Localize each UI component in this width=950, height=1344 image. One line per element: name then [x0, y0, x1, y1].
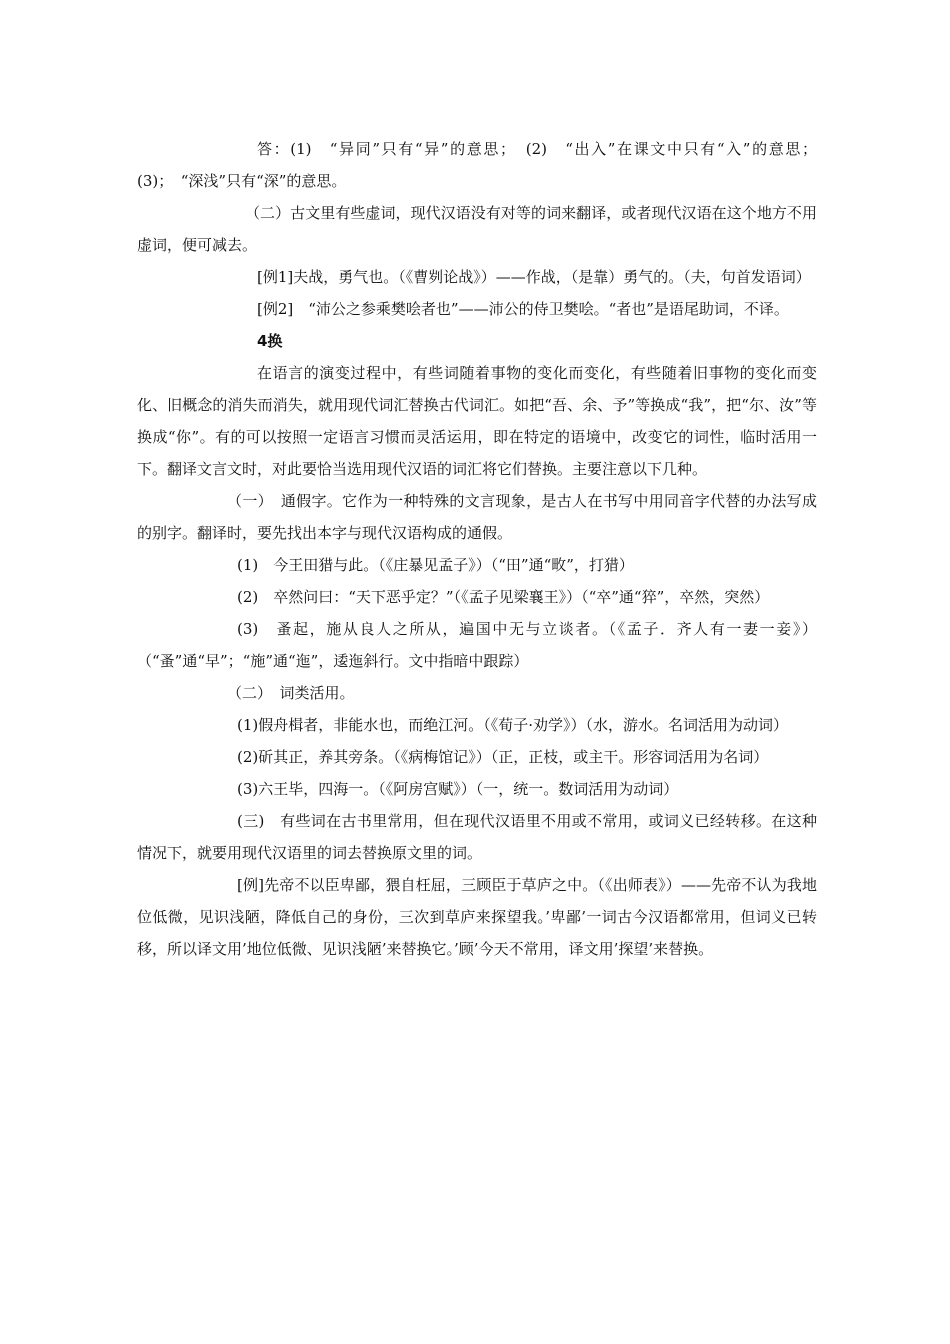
section-heading: 4换: [257, 332, 283, 350]
list-item-3: (3) 蚤起，施从良人之所从，遍国中无与立谈者。（《孟子．齐人有一妻一妾》）（“蚤”通“早”；“施”通“迤”，逶迤斜行。文中指暗中跟踪）: [137, 620, 817, 670]
answer-paragraph: 答：(1) “异同”只有“异”的意思； (2) “出入”在课文中只有“入”的意思；(3)； “深浅”只有“深”的意思。: [137, 140, 817, 190]
list-item-5: (2)斫其正，养其旁条。（《病梅馆记》）（正，正枝，或主干。形容词活用为名词）: [237, 748, 769, 766]
list-item-2: (2) 卒然问曰：“天下恶乎定？”（《孟子见梁襄王》）（“卒”通“猝”，卒然，突然）: [237, 588, 770, 606]
intro-paragraph: 在语言的演变过程中，有些词随着事物的变化而变化，有些随着旧事物的变化而变化、旧概念的消失而消失，就用现代词汇替换古代词汇。如把“吾、余、予”等换成“我”，把“尔、汝”等换成“你”。有的可以按照一定语言习惯而灵活运用，即在特定的语境中，改变它的词性，临时活用一下。翻译文言文时，对此要恰当选用现代汉语的词汇将它们替换。主要注意以下几种。: [137, 364, 817, 478]
example-1-paragraph: [例1]夫战，勇气也。（《曹刿论战》）——作战，（是靠）勇气的。（夫，句首发语词）: [257, 268, 811, 286]
section-2-paragraph: （二）古文里有些虚词，现代汉语没有对等的词来翻译，或者现代汉语在这个地方不用虚词，便可减去。: [137, 204, 817, 254]
list-item-6: (3)六王毕，四海一。（《阿房宫赋》）（一，统一。数词活用为动词）: [237, 780, 679, 798]
document-body: [137, 133, 817, 965]
example-3-paragraph: [例]先帝不以臣卑鄙，猥自枉屈，三顾臣于草庐之中。（《出师表》）——先帝不认为我地位低微，见识浅陋，降低自己的身份，三次到草庐来探望我。’卑鄙’一词古今汉语都常用，但词义已转移，所以译文用’地位低微、见识浅陋’来替换它。’顾’今天不常用，译文用’探望’来替换。: [137, 876, 817, 958]
subsection-3-paragraph: (三) 有些词在古书里常用，但在现代汉语里不用或不常用，或词义已经转移。在这种情况下，就要用现代汉语里的词去替换原文里的词。: [137, 812, 817, 862]
subsection-1-paragraph: （一） 通假字。它作为一种特殊的文言现象，是古人在书写中用同音字代替的办法写成的别字。翻译时，要先找出本字与现代汉语构成的通假。: [137, 492, 817, 542]
list-item-4: (1)假舟楫者，非能水也，而绝江河。（《荀子·劝学》）（水，游水。名词活用为动词）: [237, 716, 789, 734]
list-item-1: (1) 今王田猎与此。（《庄暴见孟子》）（“田”通“畋”，打猎）: [237, 556, 634, 574]
subsection-2-paragraph: （二） 词类活用。: [227, 684, 355, 702]
example-2-paragraph: [例2] “沛公之参乘樊哙者也”——沛公的侍卫樊哙。“者也”是语尾助词，不译。: [257, 300, 789, 318]
